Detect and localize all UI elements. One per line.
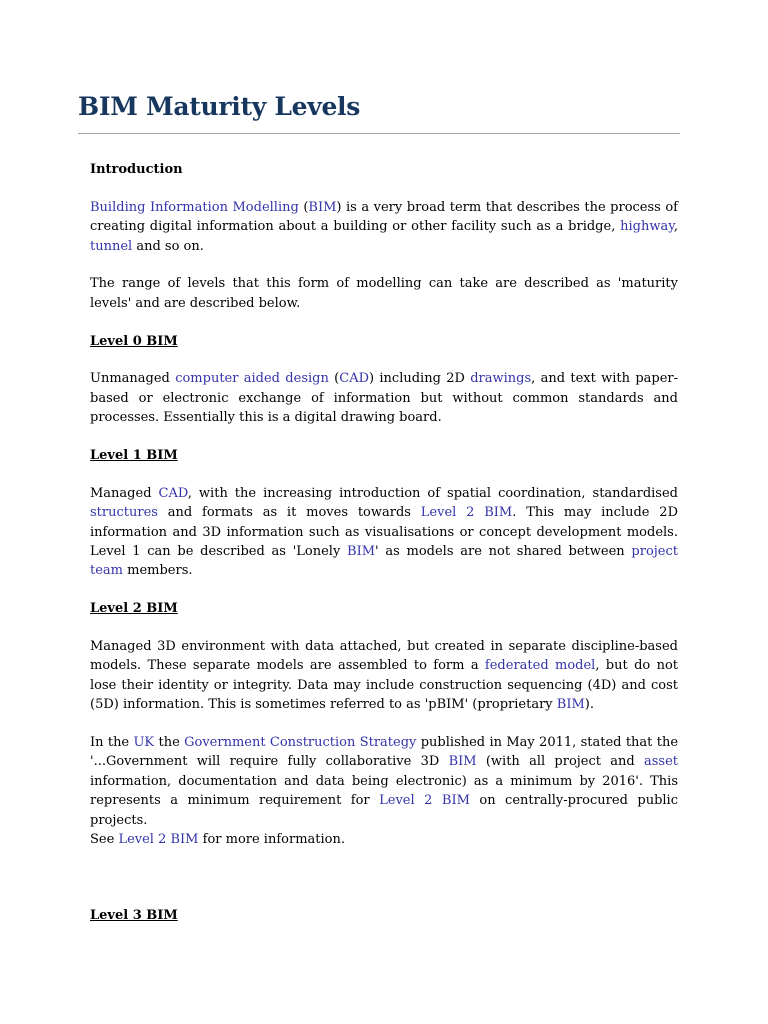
intro-paragraph [90,198,678,256]
level2-see-more [90,830,678,849]
link-highway[interactable]: highway [620,219,674,235]
link-asset[interactable]: asset [644,754,679,770]
level2-text: published in May 2011, stated that the '...Government will require fully collaborative 3D [90,735,679,770]
link-project-team[interactable]: project team [90,544,678,579]
level3-heading: Level 3 BIM [90,907,178,923]
intro-text: ) is a very broad term that describes the process of creating digital information about a building or other facility such as a bridge, [90,199,678,235]
blank-space [90,868,678,906]
level1-paragraph [90,484,678,581]
link-uk[interactable]: UK [133,735,155,751]
link-drawings[interactable]: drawings [470,371,532,387]
intro-heading: Introduction [90,162,183,177]
link-bim[interactable]: BIM [308,199,337,215]
link-federated-model[interactable]: federated model [484,658,596,674]
level2-text: for more information. [198,832,345,848]
level2-text: on centrally-procured public projects. [90,793,678,828]
intro-text: ( [298,199,309,215]
level0-text: , and text with paper-based or electronic exchange of information but without common standards and processes. Essentially this is a digital drawing board. [90,371,679,426]
link-tunnel[interactable]: tunnel [90,238,133,254]
level2-text: , but do not lose their identity or integrity. Data may include construction sequencing (4D) and cost (5D) information. This is sometimes referred to as 'pBIM' (proprietary [90,658,678,713]
title-divider [78,133,680,134]
range-paragraph: The range of levels that this form of modelling can take are described as 'maturity levels' and are described below. [90,276,678,311]
link-level-2-bim[interactable]: Level 2 BIM [379,793,470,809]
level1-text: , with the increasing introduction of spatial coordination, standardised [187,485,678,501]
link-level-2-bim[interactable]: Level 2 BIM [420,505,513,521]
level0-paragraph [90,369,678,427]
link-building-information-modelling[interactable]: Building Information Modelling [90,199,299,215]
level1-text: and formats as it moves towards [157,505,421,521]
link-government-construction-strategy[interactable]: Government Construction Strategy [184,735,417,751]
intro-text: , [673,219,678,235]
level1-heading: Level 1 BIM [90,448,178,464]
level2-text: See [90,832,119,848]
level2-text: information, documentation and data being electronic) as a minimum by 2016'. This represents a minimum requirement for [90,773,678,809]
level0-text: ( [328,371,340,387]
level1-text: Managed [90,485,159,501]
link-computer-aided-design[interactable]: computer aided design [175,371,329,387]
level0-text: ) including 2D [369,371,471,387]
level2-text: the [154,735,185,751]
link-bim[interactable]: BIM [556,697,585,713]
level2-paragraph-1 [90,637,678,715]
level2-text: (with all project and [476,754,644,770]
intro-text: and so on. [132,238,204,254]
level2-paragraph-2 [90,733,678,830]
level0-heading: Level 0 BIM [90,333,178,349]
level1-text: ' as models are not shared between [375,544,632,560]
link-level-2-bim[interactable]: Level 2 BIM [118,832,199,848]
link-bim[interactable]: BIM [448,754,477,770]
level2-text: Managed 3D environment with data attached, but created in separate discipline-based models. These separate models are assembled to form a [90,639,678,674]
level2-text: ). [584,697,594,713]
link-structures[interactable]: structures [90,505,158,521]
level0-text: Unmanaged [90,371,176,387]
page-title: BIM Maturity Levels [78,92,361,121]
link-cad[interactable]: CAD [158,485,188,501]
level1-text: members. [123,563,193,579]
link-cad[interactable]: CAD [339,371,370,387]
link-bim[interactable]: BIM [347,544,376,560]
level2-heading: Level 2 BIM [90,601,178,617]
level1-text: . This may include 2D information and 3D information such as visualisations or concept development models. Level 1 can be described as 'Lonely [90,505,679,560]
level2-text: In the [90,735,134,751]
document-body [90,160,678,944]
